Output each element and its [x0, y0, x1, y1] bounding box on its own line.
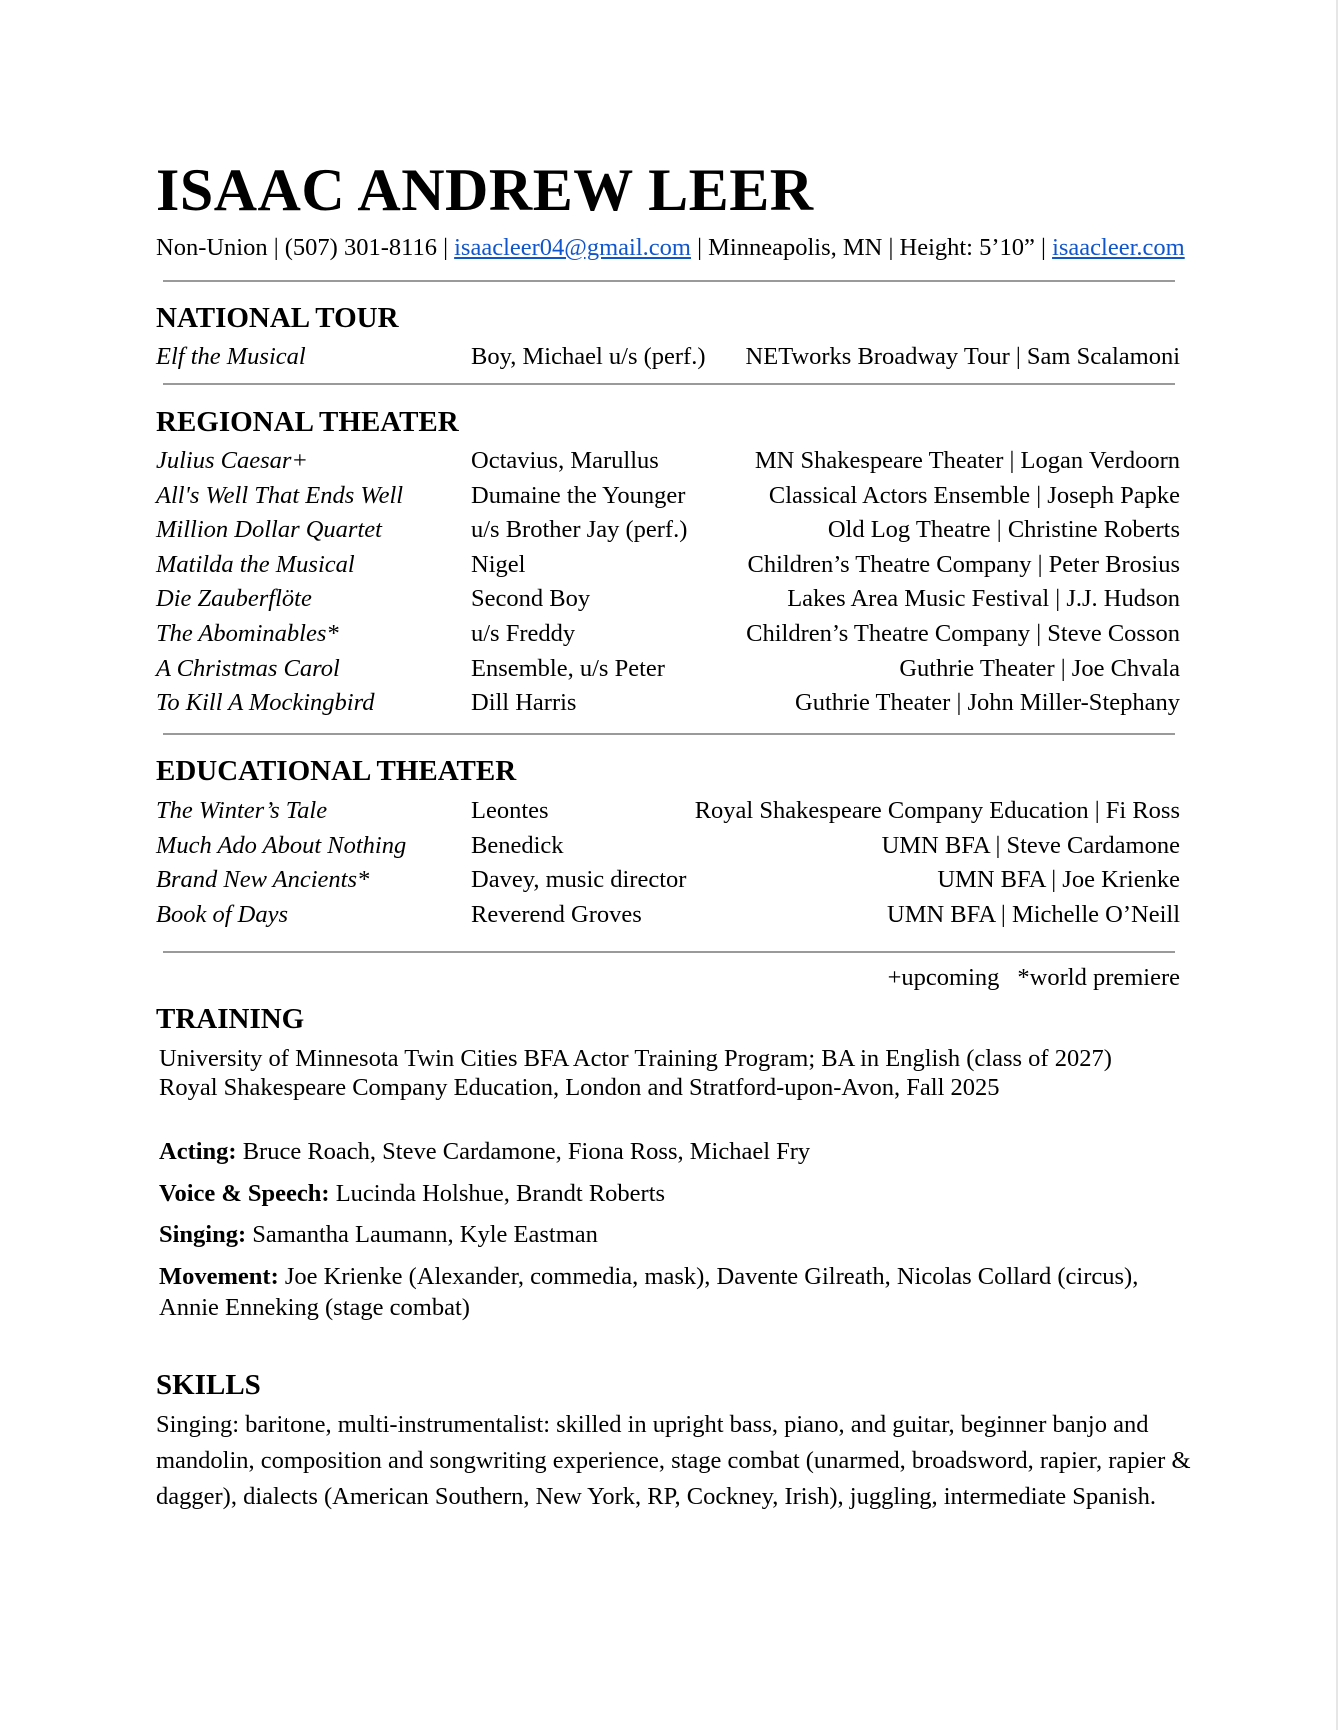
credit-venue: MN Shakespeare Theater | Logan Verdoorn	[754, 447, 1180, 474]
training-acting	[159, 1136, 810, 1167]
credit-role: u/s Brother Jay (perf.)	[471, 516, 688, 544]
educational-theater-table	[156, 794, 1180, 932]
credit-row	[156, 794, 1180, 829]
credit-venue: Children’s Theatre Company | Peter Brosius	[747, 550, 1180, 578]
credit-venue: UMN BFA | Michelle O’Neill	[887, 900, 1180, 928]
email-link[interactable]: isaacleer04@gmail.com	[454, 234, 691, 261]
section-title-educational-theater: EDUCATIONAL THEATER	[156, 755, 517, 787]
credit-row	[156, 686, 1180, 721]
separator: |	[267, 234, 285, 261]
credit-venue: Classical Actors Ensemble | Joseph Papke	[768, 481, 1180, 509]
credit-venue: Guthrie Theater | John Miller-Stephany	[795, 689, 1180, 717]
skills-text: Singing: baritone, multi-instrumentalist: skilled in upright bass, piano, and guitar, beginner banjo and mandolin, composition and songwriting experience, stage combat (unarmed, broadsword, rapier, rapier & dagger), dialects (American Southern, New York, RP, Cockney, Irish), juggling, intermediate Spanish.	[156, 1411, 1191, 1510]
credit-row	[156, 617, 1180, 652]
legend-upcoming: +upcoming	[887, 964, 1000, 991]
separator: |	[1034, 234, 1053, 261]
credit-show: A Christmas Carol	[156, 654, 340, 682]
training-label: Movement:	[159, 1263, 279, 1290]
training-programs	[159, 1045, 1112, 1102]
credit-row	[156, 340, 1180, 375]
credit-role: Leontes	[471, 797, 549, 824]
credit-show: The Abominables*	[156, 619, 339, 647]
credit-show: All's Well That Ends Well	[156, 481, 404, 509]
separator: |	[436, 234, 455, 261]
phone-number: (507) 301-8116	[284, 234, 437, 261]
credit-row	[156, 513, 1180, 548]
credit-show: To Kill A Mockingbird	[156, 689, 375, 717]
credit-role: Davey, music director	[471, 866, 687, 894]
training-teachers-continued: Annie Enneking (stage combat)	[159, 1294, 470, 1321]
divider	[163, 733, 1175, 735]
credit-row	[156, 479, 1180, 514]
location: Minneapolis, MN	[708, 234, 883, 261]
training-teachers: Samantha Laumann, Kyle Eastman	[246, 1221, 598, 1248]
credit-row	[156, 548, 1180, 583]
credit-show: Much Ado About Nothing	[156, 831, 407, 859]
training-label: Acting:	[159, 1138, 237, 1165]
union-status: Non-Union	[156, 234, 268, 261]
credit-role: Octavius, Marullus	[471, 447, 659, 474]
credit-role: Ensemble, u/s Peter	[471, 654, 665, 682]
credit-role: Dumaine the Younger	[471, 481, 686, 509]
resume-name: ISAAC ANDREW LEER	[156, 157, 814, 223]
credit-role: Benedick	[471, 831, 564, 859]
credit-show: The Winter’s Tale	[156, 797, 328, 824]
credit-role: Nigel	[471, 550, 526, 578]
credit-row	[156, 444, 1180, 479]
national-tour-table	[156, 340, 1180, 375]
training-singing	[159, 1219, 598, 1250]
training-teachers: Lucinda Holshue, Brandt Roberts	[329, 1180, 666, 1207]
divider	[163, 383, 1175, 385]
training-voice-speech	[159, 1178, 665, 1209]
credit-venue: UMN BFA | Steve Cardamone	[881, 831, 1180, 859]
credits-legend	[888, 964, 1180, 992]
credit-role: Dill Harris	[471, 689, 577, 717]
credit-show: Matilda the Musical	[156, 550, 355, 578]
section-title-national-tour: NATIONAL TOUR	[156, 302, 399, 334]
training-program: University of Minnesota Twin Cities BFA Actor Training Program; BA in English (class of 2027)	[159, 1045, 1112, 1072]
training-label: Voice & Speech:	[159, 1180, 330, 1207]
credit-role: u/s Freddy	[471, 619, 576, 647]
credit-show: Julius Caesar+	[156, 447, 308, 474]
credit-venue: Lakes Area Music Festival | J.J. Hudson	[787, 585, 1180, 613]
credit-show: Book of Days	[156, 900, 288, 928]
credit-show: Million Dollar Quartet	[156, 516, 382, 544]
credit-venue: UMN BFA | Joe Krienke	[937, 866, 1180, 894]
credit-row	[156, 829, 1180, 864]
training-teachers: Joe Krienke (Alexander, commedia, mask), Davente Gilreath, Nicolas Collard (circus),	[278, 1263, 1139, 1290]
credit-row	[156, 898, 1180, 933]
section-title-skills: SKILLS	[156, 1369, 261, 1401]
credit-show: Die Zauberflöte	[156, 585, 312, 613]
credit-show: Brand New Ancients*	[156, 866, 370, 894]
divider	[163, 280, 1175, 282]
credit-role: Reverend Groves	[471, 900, 642, 928]
credit-row	[156, 863, 1180, 898]
credit-row	[156, 582, 1180, 617]
section-title-regional-theater: REGIONAL THEATER	[156, 406, 459, 438]
regional-theater-table	[156, 444, 1180, 721]
training-label: Singing:	[159, 1221, 247, 1248]
training-teachers: Bruce Roach, Steve Cardamone, Fiona Ross, Michael Fry	[236, 1138, 811, 1165]
credit-venue: Children’s Theatre Company | Steve Cosson	[746, 619, 1180, 647]
credit-venue: NETworks Broadway Tour | Sam Scalamoni	[745, 343, 1180, 370]
separator: |	[690, 234, 709, 261]
separator: |	[882, 234, 900, 261]
credit-role: Second Boy	[471, 585, 591, 613]
credit-venue: Royal Shakespeare Company Education | Fi Ross	[694, 797, 1180, 824]
credit-role: Boy, Michael u/s (perf.)	[471, 343, 706, 370]
credit-venue: Old Log Theatre | Christine Roberts	[827, 516, 1180, 544]
training-movement	[159, 1261, 1138, 1323]
divider	[163, 951, 1175, 953]
height: Height: 5’10”	[899, 234, 1035, 261]
website-link[interactable]: isaacleer.com	[1052, 234, 1185, 261]
training-program: Royal Shakespeare Company Education, London and Stratford-upon-Avon, Fall 2025	[159, 1073, 1000, 1101]
credit-row	[156, 652, 1180, 687]
credit-venue: Guthrie Theater | Joe Chvala	[899, 654, 1180, 682]
legend-world-premiere: *world premiere	[1017, 964, 1180, 991]
section-title-training: TRAINING	[156, 1003, 305, 1035]
contact-line	[156, 234, 1185, 262]
credit-show: Elf the Musical	[156, 343, 306, 370]
